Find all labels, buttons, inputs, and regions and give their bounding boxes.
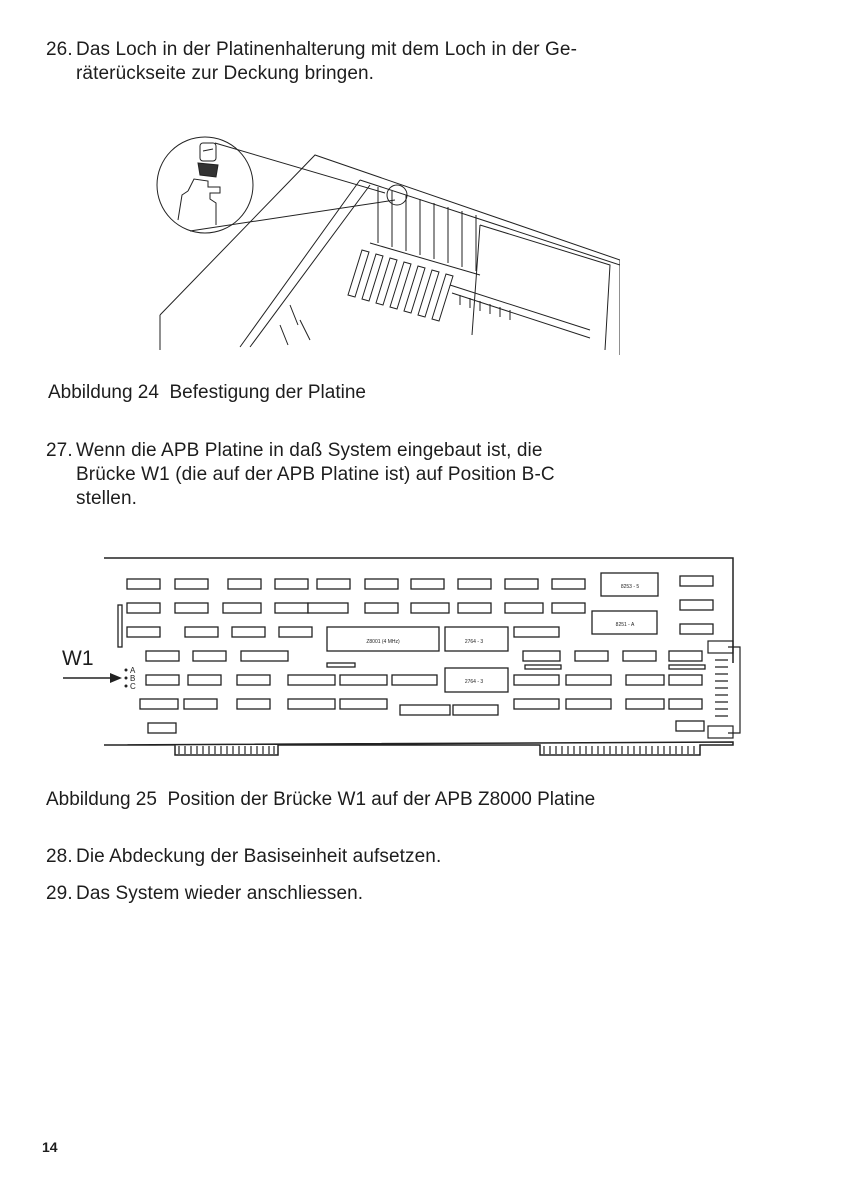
chip-z8001 bbox=[327, 627, 439, 651]
figure-24-caption bbox=[48, 381, 366, 405]
caption-text: Position der Brücke W1 auf der APB Z8000 Platine bbox=[167, 789, 596, 810]
step-number: 26. bbox=[46, 39, 73, 60]
step-text: Das Loch in der Platinenhalterung mit dem Loch in der Ge- bbox=[76, 39, 578, 60]
caption-text: Befestigung der Platine bbox=[169, 382, 366, 403]
figure-25-board bbox=[60, 555, 760, 770]
jumper-pin-c: C bbox=[130, 682, 136, 691]
chip-8251 bbox=[592, 611, 657, 634]
chip-z8001-label: Z8001 (4 MHz) bbox=[366, 639, 400, 645]
step-29 bbox=[46, 882, 363, 906]
step-text-cont: räterückseite zur Deckung bringen. bbox=[76, 63, 375, 84]
chip-eprom-2 bbox=[445, 668, 508, 692]
step-text-cont: stellen. bbox=[76, 488, 138, 509]
jumper-w1 bbox=[125, 666, 137, 691]
jumper-pin-b: B bbox=[130, 674, 136, 683]
ic-chips bbox=[118, 576, 713, 733]
w1-label: W1 bbox=[62, 647, 94, 670]
caption-label: Abbildung 24 bbox=[48, 382, 159, 403]
step-text: Die Abdeckung der Basiseinheit aufsetzen. bbox=[76, 846, 442, 867]
step-28 bbox=[46, 845, 441, 869]
step-26 bbox=[46, 38, 577, 86]
edge-connector-right bbox=[544, 746, 694, 754]
chip-8253-label: 8253 - 5 bbox=[620, 584, 640, 590]
figure-25-caption bbox=[46, 788, 595, 812]
figure-24-illustration bbox=[150, 125, 620, 355]
chip-eprom-1-label: 2764 - 3 bbox=[464, 639, 484, 645]
step-text: Das System wieder anschliessen. bbox=[76, 883, 364, 904]
chip-8251-label: 8251 - A bbox=[615, 622, 635, 628]
step-text: Wenn die APB Platine in daß System eingebaut ist, die bbox=[76, 440, 543, 461]
jumper-pin-a: A bbox=[130, 666, 136, 675]
step-number: 29. bbox=[46, 883, 73, 904]
step-number: 28. bbox=[46, 846, 73, 867]
arrow-icon bbox=[63, 673, 122, 683]
magnifier-circle bbox=[157, 137, 253, 233]
step-number: 27. bbox=[46, 440, 73, 461]
magnifier-lines bbox=[190, 143, 395, 231]
chip-eprom-1 bbox=[445, 627, 508, 651]
chip-eprom-2-label: 2764 - 3 bbox=[464, 679, 484, 685]
step-text-cont: Brücke W1 (die auf der APB Platine ist) auf Position B-C bbox=[76, 464, 555, 485]
chip-8253 bbox=[601, 573, 658, 596]
page-number: 14 bbox=[42, 1139, 58, 1155]
step-27 bbox=[46, 439, 555, 511]
edge-connector-left bbox=[179, 746, 274, 754]
caption-label: Abbildung 25 bbox=[46, 789, 157, 810]
serial-connector bbox=[708, 641, 740, 738]
